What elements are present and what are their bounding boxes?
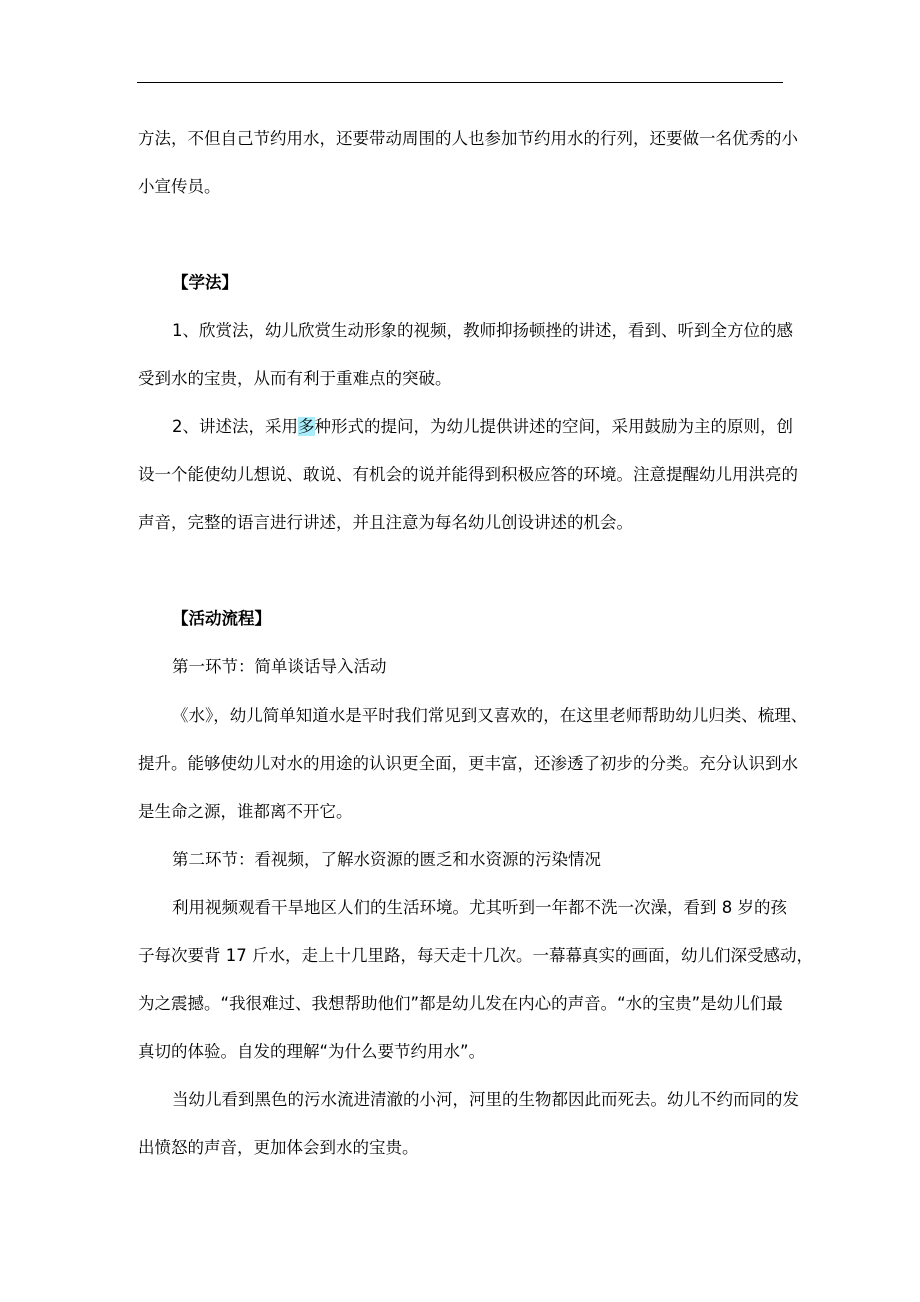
text-line: 是生命之源，谁都离不开它。 xyxy=(138,802,353,821)
text-line: 小宣传员。 xyxy=(138,177,221,196)
text-run: 2、讲述法，采用 xyxy=(172,417,298,436)
text-line: 《水》，幼儿简单知道水是平时我们常见到又喜欢的，在这里老师帮助幼儿归类、梳理、 xyxy=(172,706,808,725)
text-line: 真切的体验。自发的理解“为什么要节约用水”。 xyxy=(138,1042,486,1061)
text-line: 第二环节：看视频，了解水资源的匮乏和水资源的污染情况 xyxy=(172,850,601,869)
text-line: 提升。能够使幼儿对水的用途的认识更全面，更丰富，还渗透了初步的分类。充分认识到水 xyxy=(138,754,798,773)
text-line: 设一个能使幼儿想说、敢说、有机会的说并能得到积极应答的环境。注意提醒幼儿用洪亮的 xyxy=(138,465,798,484)
text-line: 子每次要背 17 斤水，走上十几里路，每天走十几次。一幕幕真实的画面，幼儿们深受感动， xyxy=(138,946,813,965)
text-line: 声音，完整的语言进行讲述，并且注意为每名幼儿创设讲述的机会。 xyxy=(138,513,633,532)
section-heading-study-method: 【学法】 xyxy=(172,273,238,292)
header-rule xyxy=(137,82,783,83)
text-line: 方法，不但自己节约用水，还要带动周围的人也参加节约用水的行列，还要做一名优秀的小 xyxy=(138,129,798,148)
text-line: 1、欣赏法，幼儿欣赏生动形象的视频，教师抑扬顿挫的讲述，看到、听到全方位的感 xyxy=(172,321,793,340)
text-line: 受到水的宝贵，从而有利于重难点的突破。 xyxy=(138,369,452,388)
text-line: 第一环节：简单谈话导入活动 xyxy=(172,657,387,676)
text-line: 为之震撼。“我很难过、我想帮助他们”都是幼儿发在内心的声音。“水的宝贵”是幼儿们最 xyxy=(138,994,783,1013)
text-line: 当幼儿看到黑色的污水流进清澈的小河，河里的生物都因此而死去。幼儿不约而同的发 xyxy=(172,1090,799,1109)
section-heading-activity-flow: 【活动流程】 xyxy=(172,609,271,628)
text-line: 利用视频观看干旱地区人们的生活环境。尤其听到一年都不洗一次澡，看到 8 岁的孩 xyxy=(172,898,787,917)
text-line: 出愤怒的声音，更加体会到水的宝贵。 xyxy=(138,1138,419,1157)
text-line xyxy=(172,416,793,438)
highlighted-text: 多 xyxy=(298,417,315,436)
text-run: 种形式的提问，为幼儿提供讲述的空间，采用鼓励为主的原则，创 xyxy=(314,417,793,436)
